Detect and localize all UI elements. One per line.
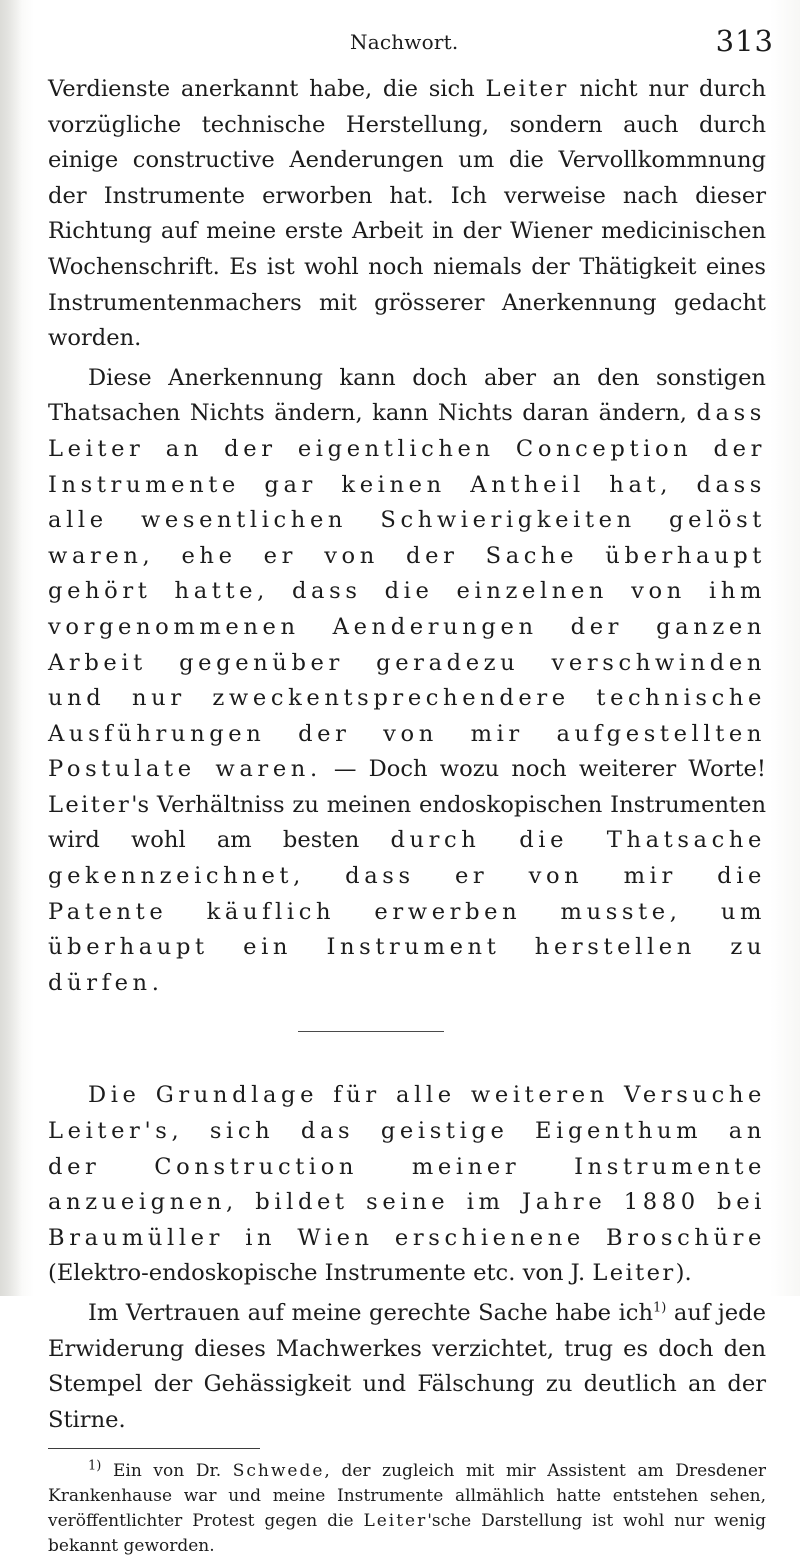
name-schwede: Schwede: [232, 1461, 325, 1482]
paragraph-1-text: nicht nur durch vorzügliche technische Herstellung, sondern auch durch einige constructive Aenderungen um die Vervollkommnung der Instrumente erworben hat. Ich verweise nach dieser Richtung auf meine erste Arbeit in der Wiener medicinischen Wochenschrift. Es ist wohl noch niemals der Thätigkeit eines Instrumentenmachers mit grösserer Anerkennung gedacht worden.: [48, 76, 767, 352]
paragraph-2-text: — Doch wozu noch weiterer Worte!: [321, 756, 766, 783]
page-body: [48, 72, 766, 1559]
paragraph-1: [48, 72, 766, 357]
page-edge-shadow: [0, 0, 22, 1296]
section-divider: [298, 1031, 444, 1032]
name-leiter: Leiter: [485, 76, 569, 102]
footnote-text: 'sche Darstellung ist wohl nur wenig bekannt geworden.: [48, 1511, 766, 1557]
paragraph-3-text: ).: [675, 1260, 692, 1287]
paragraph-2: [48, 361, 766, 1002]
name-leiter: Leiter: [48, 791, 132, 818]
page-header: [20, 24, 800, 58]
paragraph-2-text: Diese Anerkennung kann doch aber an den sonstigen Thatsachen Nichts ändern, kann Nichts daran ändern,: [48, 364, 766, 427]
footnote-text: Ein von Dr.: [101, 1461, 233, 1482]
footnote-divider: [48, 1448, 260, 1449]
paragraph-1-text: Verdienste anerkannt habe, die sich: [48, 76, 486, 102]
page-number: 313: [715, 24, 774, 58]
footnote-text: , der zugleich mit mir Assistent am Dresdener Krankenhause war und meine Instrumente allmählich hatte entstehen sehen, veröffentlichter Protest gegen die: [48, 1461, 767, 1532]
paragraph-4-text: auf jede Erwiderung dieses Machwerkes verzichtet, trug es doch den Stempel der Gehässigkeit und Fälschung zu deutlich an der Stirne.: [48, 1300, 766, 1433]
paragraph-3: [48, 1078, 766, 1292]
name-leiter: Leiter: [592, 1260, 676, 1287]
paragraph-4: [48, 1296, 766, 1438]
name-leiter: Leiter: [363, 1511, 428, 1532]
footnote: [48, 1459, 766, 1559]
emphasized-text: durch die Thatsache gekennzeichnet, dass er von mir die Patente käuflich erwerben musste, um überhaupt ein Instrument herstellen zu dürfen.: [48, 827, 767, 996]
paragraph-2-text: 's Verhältniss zu meinen endoskopischen Instrumenten wird wohl am besten: [48, 791, 766, 854]
paragraph-4-text: Im Vertrauen auf meine gerechte Sache habe ich: [88, 1300, 654, 1326]
footnote-marker: 1): [88, 1458, 102, 1474]
paragraph-3-text: (Elektro-endoskopische Instrumente etc. von J.: [48, 1260, 593, 1287]
emphasized-text: dass Leiter an der eigentlichen Conception der Instrumente gar keinen Antheil hat, dass alle wesentlichen Schwierigkeiten gelöst waren, ehe er von der Sache überhaupt gehört hatte, dass die einzelnen von ihm vorgenommenen Aenderungen der ganzen Arbeit gegenüber geradezu verschwinden und nur zweckentsprechendere technische Ausführungen der von mir aufgestellten Postulate waren.: [48, 400, 766, 783]
footnote-reference: 1): [653, 1300, 667, 1316]
running-title: Nachwort.: [350, 30, 459, 54]
emphasized-text: Die Grundlage für alle weiteren Versuche Leiter's, sich das geistige Eigenthum an der Construction meiner Instrumente anzueignen, bildet seine im Jahre 1880 bei Braumüller in Wien erschienene Broschüre: [48, 1082, 766, 1251]
